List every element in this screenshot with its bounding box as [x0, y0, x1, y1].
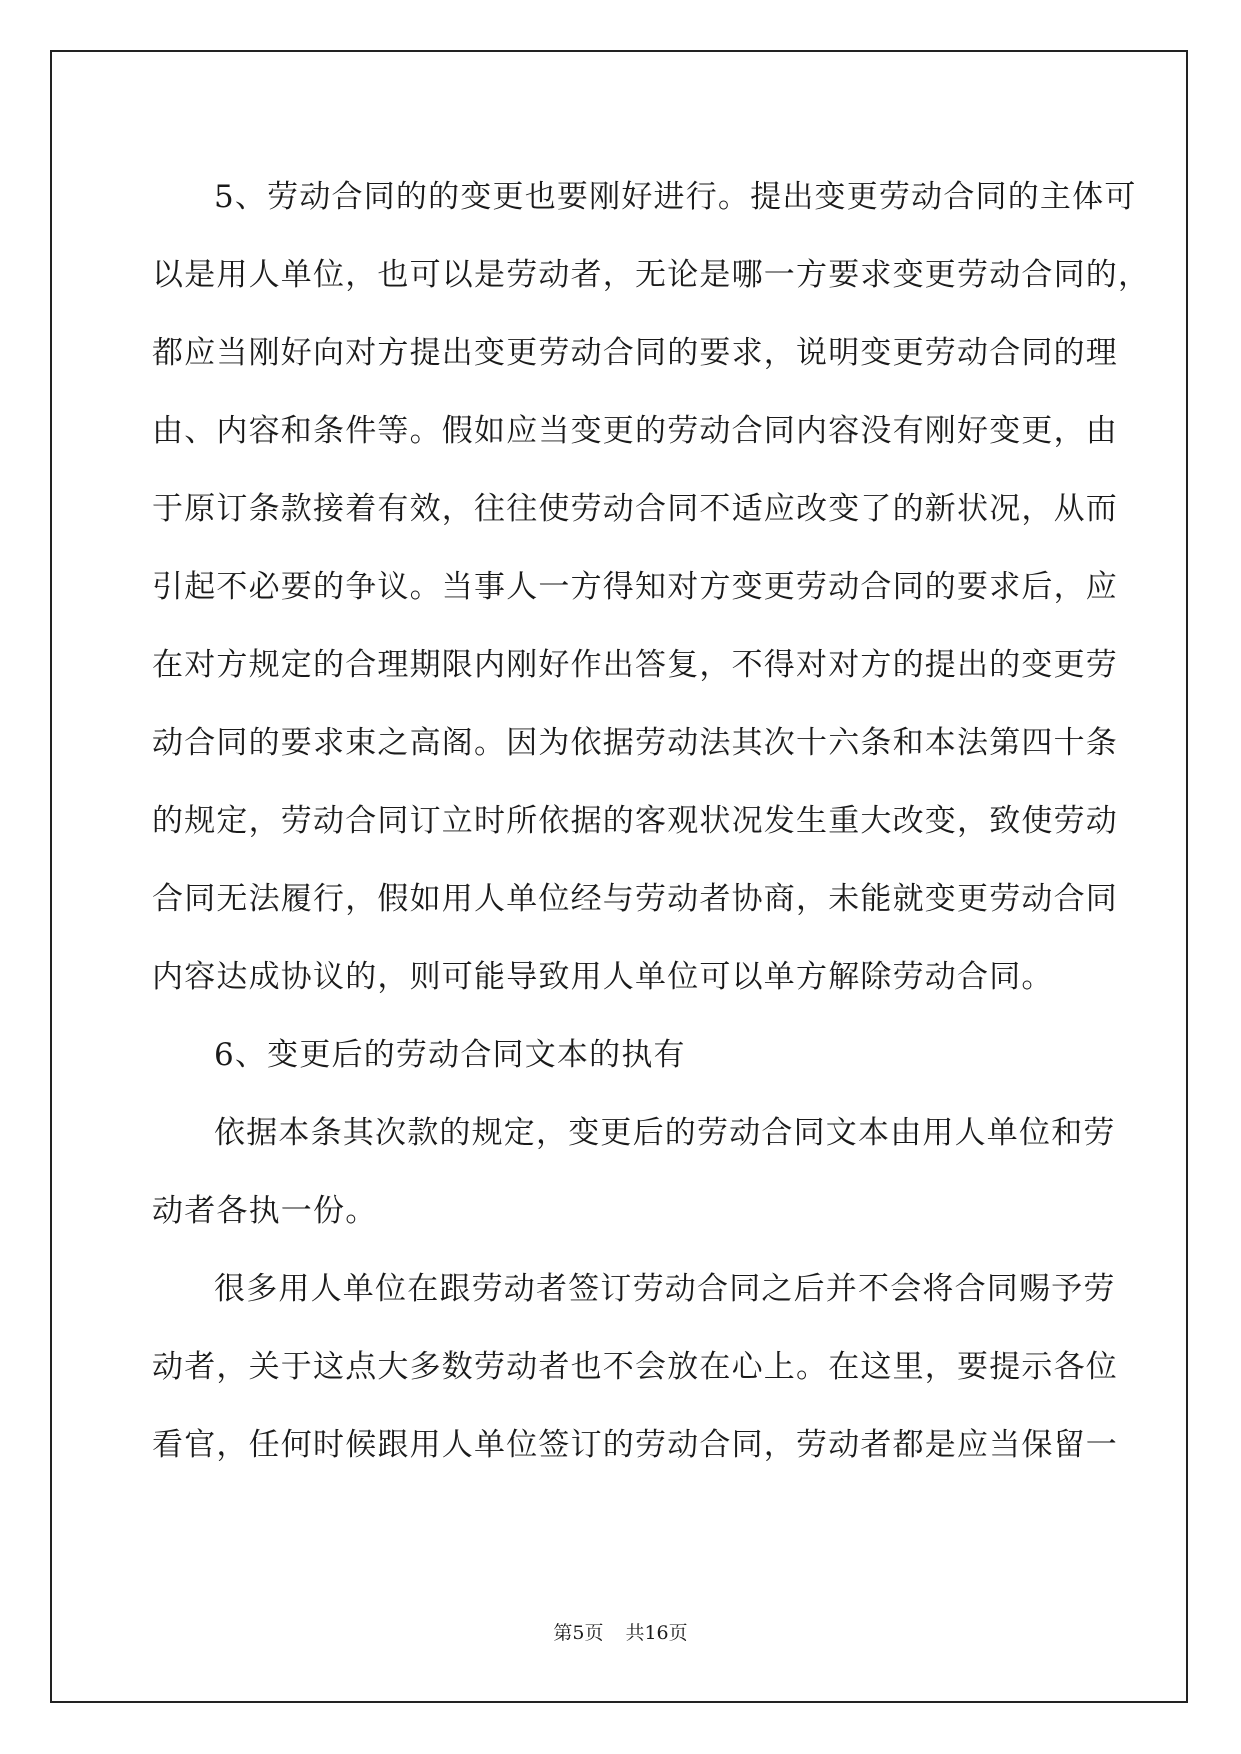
text-line: 内容达成协议的，则可能导致用人单位可以单方解除劳动合同。 — [152, 959, 1054, 995]
text-line: 于原订条款接着有效，往往使劳动合同不适应改变了的新状况，从而 — [152, 491, 1118, 527]
text-line: 5、劳动合同的的变更也要刚好进行。提出变更劳动合同的主体可 — [214, 179, 1137, 215]
text-line: 动者各执一份。 — [152, 1193, 378, 1229]
page-footer — [0, 1618, 1241, 1645]
text-line: 引起不必要的争议。当事人一方得知对方变更劳动合同的要求后，应 — [152, 569, 1118, 605]
text-line: 由、内容和条件等。假如应当变更的劳动合同内容没有刚好变更，由 — [152, 413, 1118, 449]
text-line: 很多用人单位在跟劳动者签订劳动合同之后并不会将合同赐予劳 — [214, 1271, 1116, 1307]
text-line: 看官，任何时候跟用人单位签订的劳动合同，劳动者都是应当保留一 — [152, 1427, 1118, 1463]
page-number: 第5页 — [553, 1622, 604, 1644]
text-line: 动合同的要求束之高阁。因为依据劳动法其次十六条和本法第四十条 — [152, 725, 1118, 761]
text-line: 在对方规定的合理期限内刚好作出答复，不得对对方的提出的变更劳 — [152, 647, 1118, 683]
text-line: 合同无法履行，假如用人单位经与劳动者协商，未能就变更劳动合同 — [152, 881, 1118, 917]
page-total: 共16页 — [625, 1622, 688, 1644]
text-line: 依据本条其次款的规定，变更后的劳动合同文本由用人单位和劳 — [214, 1115, 1116, 1151]
section-heading: 6、变更后的劳动合同文本的执有 — [214, 1037, 686, 1073]
text-line: 以是用人单位，也可以是劳动者，无论是哪一方要求变更劳动合同的， — [152, 257, 1151, 293]
text-line: 的规定，劳动合同订立时所依据的客观状况发生重大改变，致使劳动 — [152, 803, 1118, 839]
text-line: 都应当刚好向对方提出变更劳动合同的要求，说明变更劳动合同的理 — [152, 335, 1118, 371]
text-line: 动者，关于这点大多数劳动者也不会放在心上。在这里，要提示各位 — [152, 1349, 1118, 1385]
document-body — [152, 158, 1151, 1484]
